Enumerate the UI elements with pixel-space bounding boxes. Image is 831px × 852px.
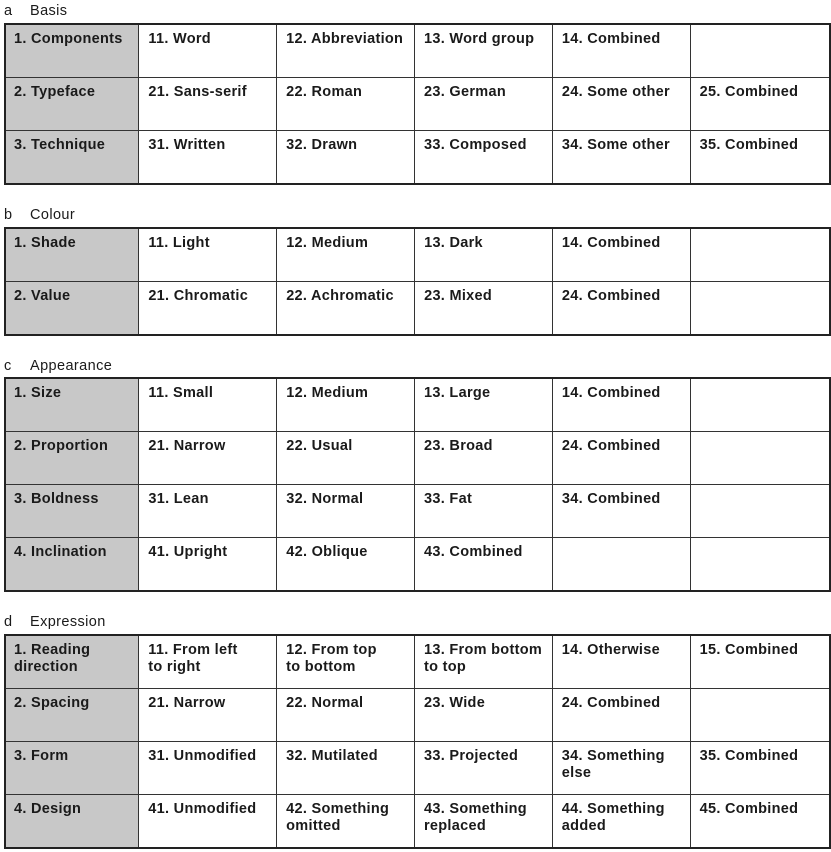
table-cell [139,689,277,742]
section-name: Appearance [30,358,113,374]
cell-label: 22. Normal [286,695,364,711]
cell-label: 12. Abbreviation [286,31,404,47]
row-header [5,282,139,336]
cell-label: 23. German [424,84,507,100]
table-cell [552,282,690,336]
row-header-label: 4. Design [14,801,82,817]
cell-label: 13. Large [424,385,491,401]
row-header [5,131,139,185]
section-letter: a [4,3,13,19]
section-title-b [4,205,75,225]
section-table-b [4,227,831,336]
cell-label: 31. Lean [148,491,209,507]
cell-label: 13. From bottom to top [423,642,543,675]
row-header-label: 2. Value [14,288,71,304]
section-table-a [4,23,831,185]
row-header-label: 1. Reading direction [14,642,91,675]
cell-label: 11. From left to right [148,642,238,675]
cell-label: 43. Something replaced [423,801,527,834]
table-cell [414,689,552,742]
cell-label: 35. Combined [699,748,799,764]
table-row [5,78,830,131]
section-name: Basis [30,3,68,19]
table-row [5,795,830,849]
table-row [5,228,830,282]
row-header-label: 3. Technique [14,137,106,153]
empty-cell [690,282,830,336]
cell-label: 34. Something else [561,748,665,781]
cell-label: 11. Word [148,31,211,47]
table-row [5,282,830,336]
table-cell [414,635,552,689]
table-cell [139,795,277,849]
table-cell [552,78,690,131]
table-cell [277,538,415,592]
row-header-label: 2. Proportion [14,438,109,454]
table-cell [277,282,415,336]
cell-label: 23. Wide [423,695,486,711]
table-cell [415,24,553,78]
cell-label: 32. Normal [286,491,364,507]
row-header [5,24,139,78]
cell-label: 21. Narrow [148,695,226,711]
cell-label: 15. Combined [699,642,799,658]
cell-label: 32. Drawn [286,137,358,153]
table-cell [415,282,553,336]
table-cell [277,635,415,689]
row-header-label: 2. Typeface [14,84,96,100]
row-header [5,742,139,795]
table-row [5,689,830,742]
cell-label: 41. Upright [148,544,228,560]
section-name: Colour [30,207,76,223]
cell-label: 21. Chromatic [148,288,249,304]
empty-cell [690,228,830,282]
table-cell [690,131,830,185]
row-header [5,538,139,592]
table-cell [552,228,690,282]
cell-label: 33. Composed [424,137,527,153]
cell-label: 23. Broad [424,438,493,454]
row-header [5,78,139,131]
table-cell [277,432,415,485]
table-cell [415,432,553,485]
table-cell [139,131,277,185]
cell-label: 24. Combined [561,438,661,454]
table-cell [552,742,690,795]
empty-cell [690,24,830,78]
cell-label: 22. Achromatic [286,288,394,304]
table-cell [139,635,277,689]
table-cell [690,78,830,131]
cell-label: 12. From top to bottom [286,642,377,675]
table-cell [139,24,277,78]
section-letter: b [4,207,13,223]
cell-label: 21. Narrow [148,438,226,454]
table-cell [139,432,277,485]
table-cell [139,228,277,282]
row-header-label: 1. Size [14,385,62,401]
table-cell [277,485,415,538]
table-cell [415,485,553,538]
cell-label: 12. Medium [286,385,369,401]
cell-label: 31. Written [148,137,226,153]
table-row [5,24,830,78]
row-header [5,795,139,849]
table-row [5,485,830,538]
table-cell [414,742,552,795]
table-row [5,635,830,689]
section-table-d [4,634,831,849]
table-cell [139,378,277,432]
empty-cell [690,689,830,742]
table-cell [277,228,415,282]
table-cell [277,378,415,432]
row-header-label: 3. Boldness [14,491,99,507]
table-cell [277,24,415,78]
table-cell [414,795,552,849]
cell-label: 22. Roman [286,84,363,100]
table-cell [277,78,415,131]
cell-label: 33. Projected [423,748,519,764]
table-cell [552,635,690,689]
table-cell [415,538,553,592]
cell-label: 11. Small [148,385,214,401]
table-row [5,742,830,795]
row-header [5,378,139,432]
row-header-label: 1. Shade [14,235,77,251]
cell-label: 33. Fat [424,491,473,507]
empty-cell [690,378,830,432]
cell-label: 13. Dark [424,235,483,251]
table-cell [552,432,690,485]
table-cell [415,131,553,185]
empty-cell [690,538,830,592]
cell-label: 24. Combined [561,695,661,711]
table-cell [139,282,277,336]
cell-label: 11. Light [148,235,210,251]
section-letter: c [4,358,12,374]
cell-label: 34. Some other [561,137,670,153]
cell-label: 45. Combined [699,801,799,817]
table-cell [277,795,415,849]
table-cell [415,378,553,432]
section-name: Expression [30,614,106,630]
table-cell [139,485,277,538]
cell-label: 14. Combined [561,235,661,251]
cell-label: 12. Medium [286,235,369,251]
cell-label: 43. Combined [424,544,523,560]
table-cell [552,795,690,849]
cell-label: 14. Combined [561,31,661,47]
row-header [5,635,139,689]
cell-label: 44. Something added [561,801,665,834]
table-cell [552,131,690,185]
row-header [5,432,139,485]
row-header [5,228,139,282]
table-cell [139,742,277,795]
cell-label: 24. Combined [561,288,661,304]
cell-label: 34. Combined [561,491,661,507]
cell-label: 25. Combined [699,84,799,100]
table-cell [690,795,830,849]
cell-label: 21. Sans-serif [148,84,247,100]
row-header [5,485,139,538]
table-cell [690,742,830,795]
section-title-c [4,356,112,376]
table-cell [552,378,690,432]
table-row [5,131,830,185]
section-title-d [4,612,106,632]
cell-label: 42. Oblique [286,544,368,560]
table-cell [139,538,277,592]
cell-label: 35. Combined [699,137,799,153]
empty-cell [690,432,830,485]
table-cell [415,228,553,282]
cell-label: 24. Some other [561,84,670,100]
row-header-label: 1. Components [14,31,123,47]
cell-label: 14. Combined [561,385,661,401]
cell-label: 32. Mutilated [286,748,378,764]
table-cell [552,689,690,742]
row-header-label: 3. Form [14,748,69,764]
table-cell [415,78,553,131]
cell-label: 23. Mixed [424,288,493,304]
cell-label: 41. Unmodified [148,801,257,817]
table-cell [139,78,277,131]
empty-cell [690,485,830,538]
row-header-label: 2. Spacing [14,695,90,711]
table-cell [277,689,415,742]
table-cell [552,485,690,538]
table-cell [277,131,415,185]
row-header-label: 4. Inclination [14,544,107,560]
table-row [5,432,830,485]
section-table-c [4,377,831,592]
cell-label: 31. Unmodified [148,748,257,764]
cell-label: 22. Usual [286,438,353,454]
table-row [5,538,830,592]
table-row [5,378,830,432]
cell-label: 14. Otherwise [561,642,660,658]
section-letter: d [4,614,13,630]
cell-label: 42. Something omitted [286,801,390,834]
section-title-a [4,1,67,21]
empty-cell [552,538,690,592]
table-cell [552,24,690,78]
table-cell [690,635,830,689]
cell-label: 13. Word group [424,31,535,47]
table-cell [277,742,415,795]
row-header [5,689,139,742]
